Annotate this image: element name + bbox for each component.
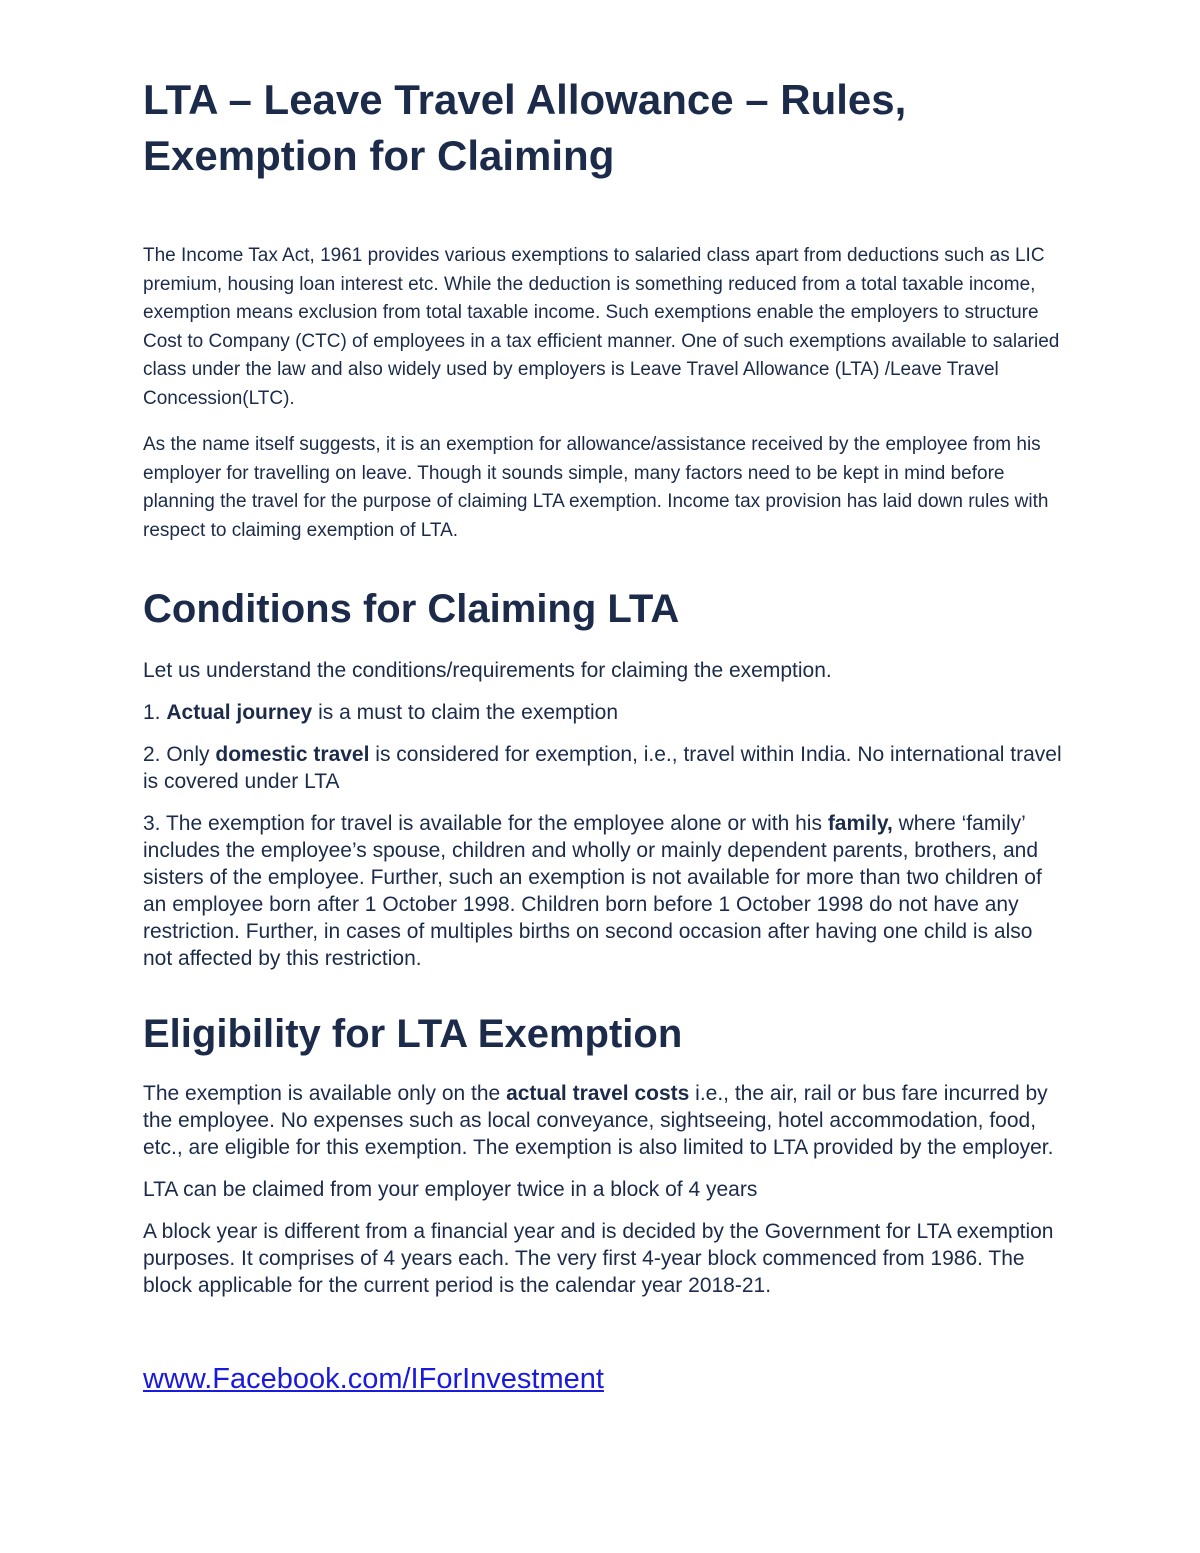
eligibility-paragraph-1-text: i.e., the air, rail or bus fare incurred by the employee. No expenses such as local conveyance, sightseeing, hotel accommodation, food, etc., are eligible for this exemption. The exemption is also limited to LTA provided by the employer. (143, 1082, 1054, 1159)
condition-item-1 (143, 699, 1063, 726)
footer (143, 1361, 1063, 1397)
condition-item-2-text: is considered for exemption, i.e., travel within India. No international travel is covered under LTA (143, 743, 1062, 793)
condition-item-2 (143, 741, 1063, 795)
condition-item-3-text: where ‘family’ includes the employee’s spouse, children and wholly or mainly dependent parents, brothers, and sisters of the employee. Further, such an exemption is not available for more than two children of an employee born after 1 October 1998. Children born before 1 October 1998 do not have any restriction. Further, in cases of multiples births on second occasion after having one child is also not affected by this restriction. (143, 812, 1042, 970)
condition-item-3-pre: 3. The exemption for travel is available for the employee alone or with his (143, 812, 828, 835)
intro-paragraph-1: The Income Tax Act, 1961 provides various exemptions to salaried class apart from deductions such as LIC premium, housing loan interest etc. While the deduction is something reduced from a total taxable income, exemption means exclusion from total taxable income. Such exemptions enable the employers to structure Cost to Company (CTC) of employees in a tax efficient manner. One of such exemptions available to salaried class under the law and also widely used by employers is Leave Travel Allowance (LTA) /Leave Travel Concession(LTC). (143, 245, 1060, 409)
eligibility-paragraph-1 (143, 1080, 1063, 1161)
condition-item-2-bold: domestic travel (215, 743, 370, 766)
conditions-lead: Let us understand the conditions/requirements for claiming the exemption. (143, 659, 832, 682)
condition-item-3-bold: family, (827, 812, 893, 835)
eligibility-paragraph-1-pre: The exemption is available only on the (143, 1082, 507, 1105)
eligibility-paragraph-3: A block year is different from a financial year and is decided by the Government for LTA exemption purposes. It comprises of 4 years each. The very first 4-year block commenced from 1986. The block applicable for the current period is the calendar year 2018-21. (143, 1220, 1054, 1297)
page-title: LTA – Leave Travel Allowance – Rules, Exemption for Claiming (143, 76, 907, 179)
condition-item-1-num: 1. (143, 701, 167, 724)
condition-item-1-bold: Actual journey (166, 701, 313, 724)
conditions-heading: Conditions for Claiming LTA (143, 587, 680, 631)
document-page (143, 72, 1063, 1397)
condition-item-1-text: is a must to claim the exemption (312, 701, 619, 724)
eligibility-paragraph-1-bold: actual travel costs (506, 1082, 690, 1105)
condition-item-2-pre: 2. Only (143, 743, 216, 766)
facebook-link[interactable]: www.Facebook.com/IForInvestment (143, 1363, 604, 1395)
eligibility-heading: Eligibility for LTA Exemption (143, 1012, 683, 1056)
intro-paragraph-2: As the name itself suggests, it is an exemption for allowance/assistance received by the employee from his employer for travelling on leave. Though it sounds simple, many factors need to be kept in mind before planning the travel for the purpose of claiming LTA exemption. Income tax provision has laid down rules with respect to claiming exemption of LTA. (143, 434, 1049, 541)
condition-item-3 (143, 810, 1063, 972)
eligibility-paragraph-2: LTA can be claimed from your employer twice in a block of 4 years (143, 1178, 758, 1201)
